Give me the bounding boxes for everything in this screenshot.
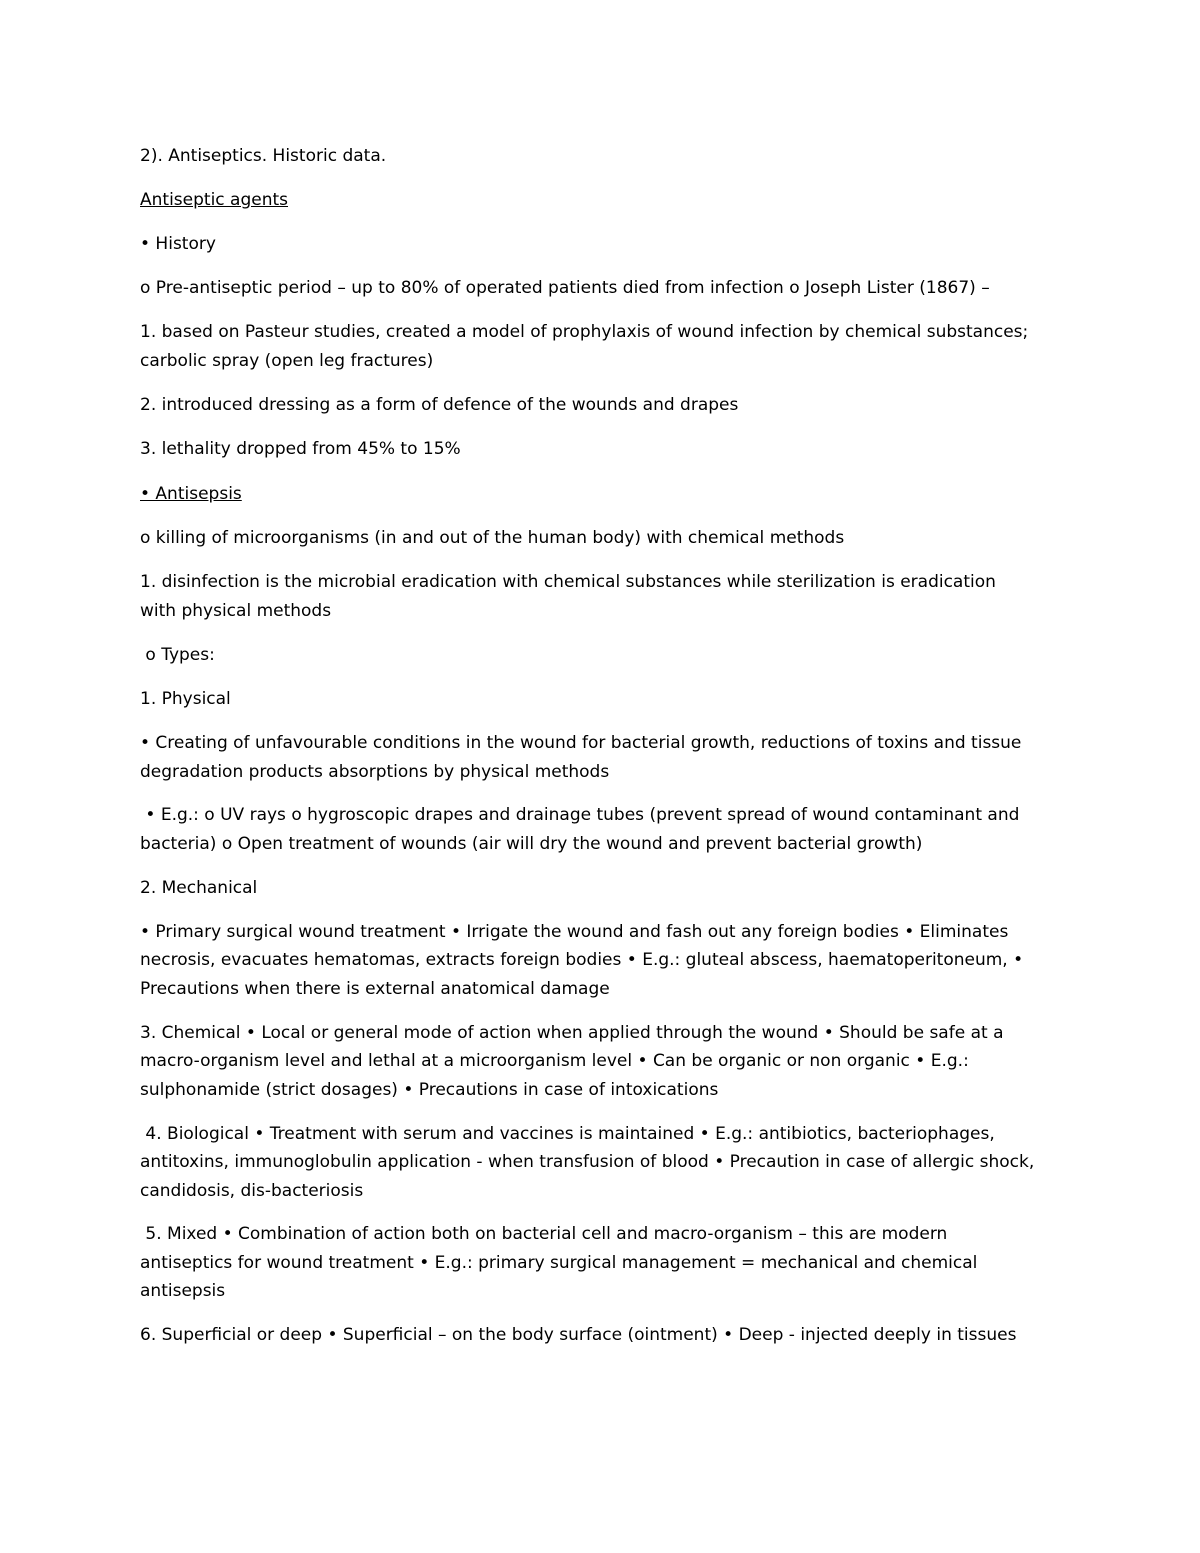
type-chemical-line-3: sulphonamide (strict dosages) • Precautions in case of intoxications bbox=[140, 1080, 719, 1100]
type-physical-title: 1. Physical bbox=[140, 689, 231, 709]
history-point-1-line-1: 1. based on Pasteur studies, created a model of prophylaxis of wound infection by chemical substances; bbox=[140, 322, 1029, 342]
history-point-1-line-2: carbolic spray (open leg fractures) bbox=[140, 351, 434, 371]
type-physical-p2-line-2: bacteria) o Open treatment of wounds (air will dry the wound and prevent bacterial growth) bbox=[140, 834, 923, 854]
antisepsis-point-1-line-2: with physical methods bbox=[140, 601, 332, 621]
types-label: o Types: bbox=[140, 645, 215, 665]
history-intro: o Pre-antiseptic period – up to 80% of operated patients died from infection o Joseph Lister (1867) – bbox=[140, 278, 990, 298]
history-label: • History bbox=[140, 234, 216, 254]
type-biological-line-3: candidosis, dis-bacteriosis bbox=[140, 1181, 364, 1201]
type-mechanical-line-2: necrosis, evacuates hematomas, extracts foreign bodies • E.g.: gluteal abscess, haematoperitoneum, • bbox=[140, 950, 1024, 970]
antisepsis-label: • Antisepsis bbox=[140, 484, 242, 504]
document-heading: 2). Antiseptics. Historic data. bbox=[140, 146, 387, 166]
type-mechanical-title: 2. Mechanical bbox=[140, 878, 258, 898]
type-superficial-line-1: 6. Superficial or deep • Superficial – on the body surface (ointment) • Deep - injected deeply in tissues bbox=[140, 1325, 1017, 1345]
type-mechanical-line-3: Precautions when there is external anatomical damage bbox=[140, 979, 610, 999]
type-chemical-line-2: macro-organism level and lethal at a microorganism level • Can be organic or non organic • E.g.: bbox=[140, 1051, 969, 1071]
type-physical-p1-line-2: degradation products absorptions by physical methods bbox=[140, 762, 610, 782]
type-biological-line-2: antitoxins, immunoglobulin application - when transfusion of blood • Precaution in case of allergic shock, bbox=[140, 1152, 1035, 1172]
type-mixed-line-1: 5. Mixed • Combination of action both on bacterial cell and macro-organism – this are modern bbox=[140, 1224, 948, 1244]
type-mixed-line-3: antisepsis bbox=[140, 1281, 226, 1301]
type-chemical-line-1: 3. Chemical • Local or general mode of action when applied through the wound • Should be safe at a bbox=[140, 1023, 1004, 1043]
type-mechanical-line-1: • Primary surgical wound treatment • Irrigate the wound and fash out any foreign bodies • Eliminates bbox=[140, 922, 1009, 942]
type-mixed-line-2: antiseptics for wound treatment • E.g.: primary surgical management = mechanical and chemical bbox=[140, 1253, 978, 1273]
section-title: Antiseptic agents bbox=[140, 190, 289, 210]
type-biological-line-1: 4. Biological • Treatment with serum and vaccines is maintained • E.g.: antibiotics, bacteriophages, bbox=[140, 1124, 995, 1144]
history-point-3: 3. lethality dropped from 45% to 15% bbox=[140, 439, 461, 459]
history-point-2: 2. introduced dressing as a form of defence of the wounds and drapes bbox=[140, 395, 739, 415]
type-physical-p2-line-1: • E.g.: o UV rays o hygroscopic drapes and drainage tubes (prevent spread of wound contaminant and bbox=[140, 805, 1020, 825]
type-physical-p1-line-1: • Creating of unfavourable conditions in the wound for bacterial growth, reductions of toxins and tissue bbox=[140, 733, 1022, 753]
antisepsis-point-1-line-1: 1. disinfection is the microbial eradication with chemical substances while sterilization is eradication bbox=[140, 572, 996, 592]
antisepsis-definition: o killing of microorganisms (in and out of the human body) with chemical methods bbox=[140, 528, 845, 548]
